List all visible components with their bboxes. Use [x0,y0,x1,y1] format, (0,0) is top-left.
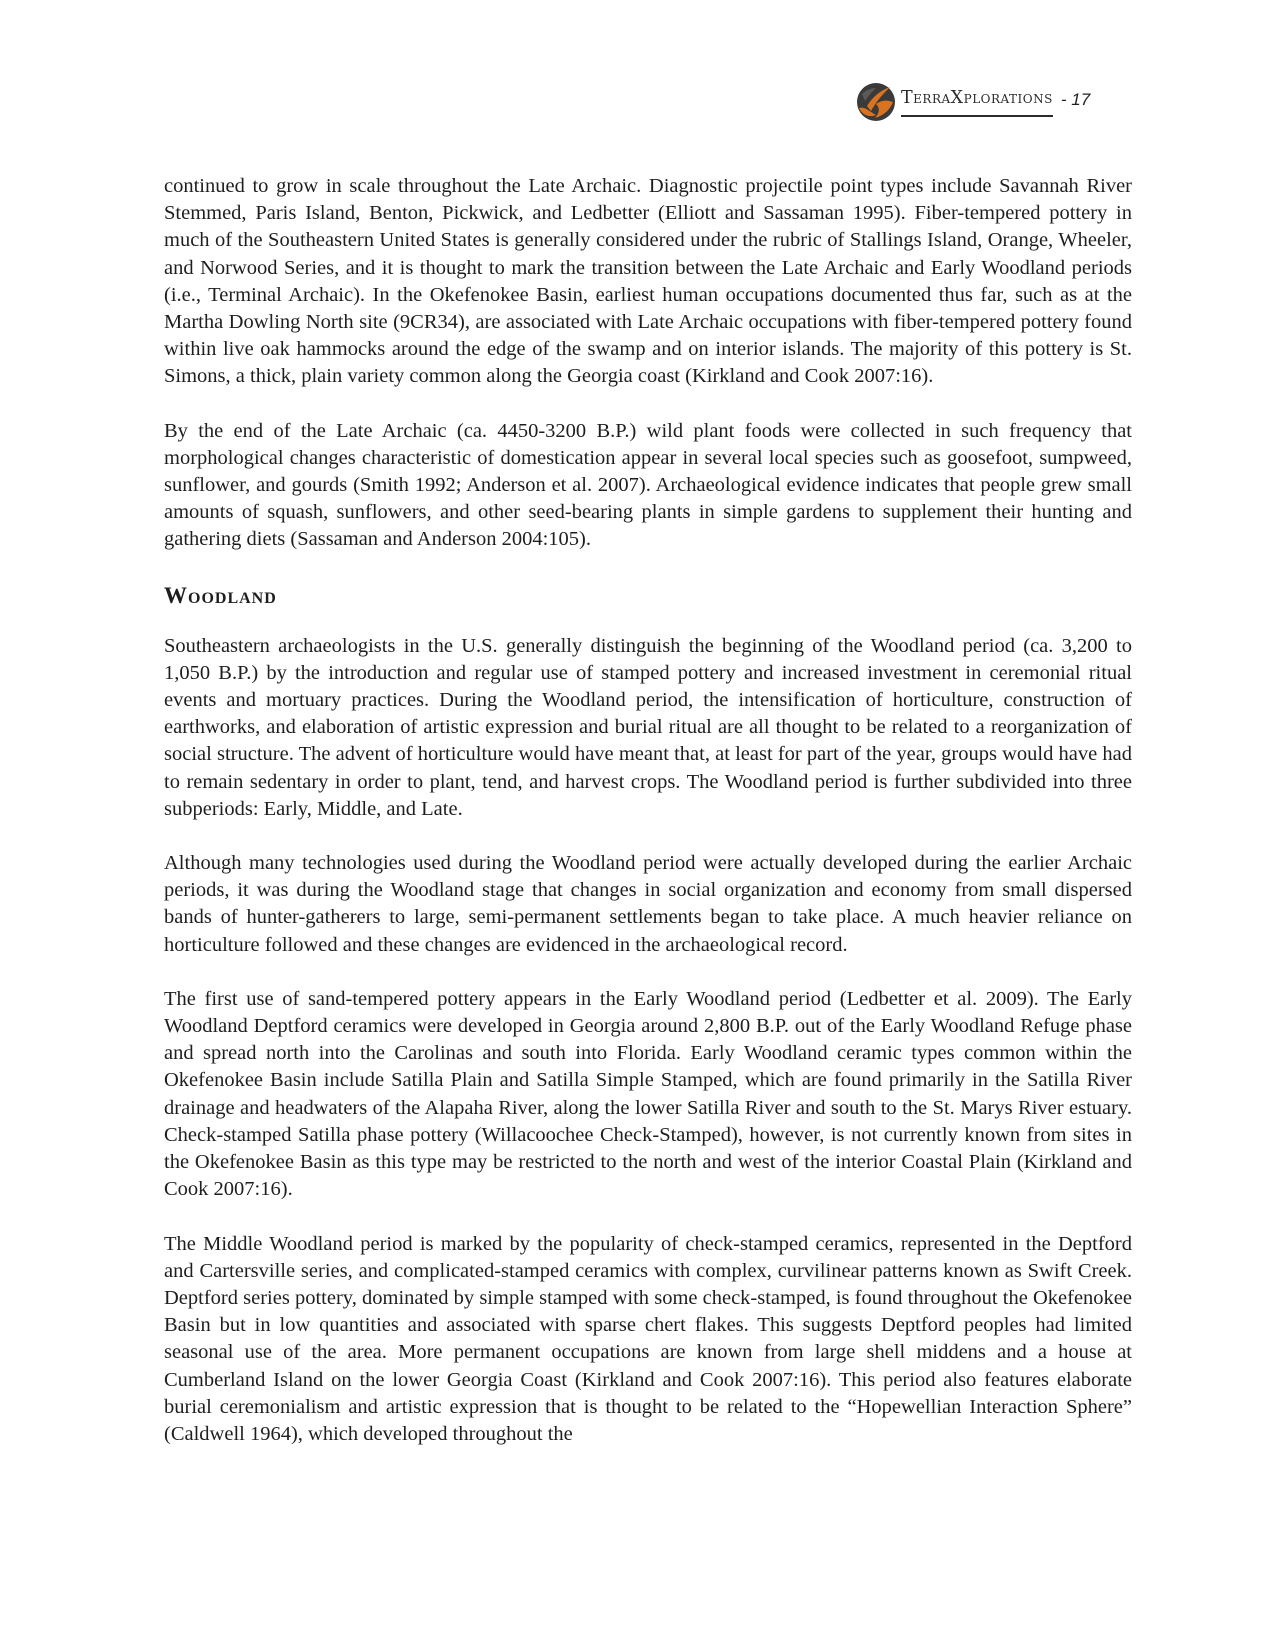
body-text [164,173,1132,1475]
paragraph-early-woodland: The first use of sand-tempered pottery appears in the Early Woodland period (Ledbetter et al. 2009). The Early Woodland Deptford ceramics were developed in Georgia around 2,800 B.P. out of the Early Woodland Refuge phase and spread north into the Carolinas and south into Florida. Early Woodland ceramic types common within the Okefenokee Basin include Satilla Plain and Satilla Simple Stamped, which are found primarily in the Satilla River drainage and headwaters of the Alapaha River, along the lower Satilla River and south to the St. Marys River estuary. Check-stamped Satilla phase pottery (Willacoochee Check-Stamped), however, is not currently known from sites in the Okefenokee Basin as this type may be restricted to the north and west of the interior Coastal Plain (Kirkland and Cook 2007:16). [164,987,1132,1201]
brand-underline [901,115,1053,117]
paragraph-late-archaic: continued to grow in scale throughout the Late Archaic. Diagnostic projectile point types include Savannah River Stemmed, Paris Island, Benton, Pickwick, and Ledbetter (Elliott and Sassaman 1995). Fiber-tempered pottery in much of the Southeastern United States is generally considered under the rubric of Stallings Island, Orange, Wheeler, and Norwood Series, and it is thought to mark the transition between the Late Archaic and Early Woodland periods (i.e., Terminal Archaic). In the Okefenokee Basin, earliest human occupations documented thus far, such as at the Martha Dowling North site (9CR34), are associated with Late Archaic occupations with fiber-tempered pottery found within live oak hammocks around the edge of the swamp and on interior islands. The majority of this pottery is St. Simons, a thick, plain variety common along the Georgia coast (Kirkland and Cook 2007:16). [164,175,1132,388]
paragraph-woodland-technologies: Although many technologies used during the Woodland period were actually developed during the earlier Archaic periods, it was during the Woodland stage that changes in social organization and economy from small dispersed bands of hunter-gatherers to large, semi-permanent settlements began to take place. A much heavier reliance on horticulture followed and these changes are evidenced in the archaeological record. [164,852,1132,956]
section-heading-woodland: Woodland [164,582,277,608]
paragraph-plant-domestication: By the end of the Late Archaic (ca. 4450-3200 B.P.) wild plant foods were collected in such frequency that morphological changes characteristic of domestication appear in several local species such as goosefoot, sumpweed, sunflower, and gourds (Smith 1992; Anderson et al. 2007). Archaeological evidence indicates that people grew small amounts of squash, sunflowers, and other seed-bearing plants in simple gardens to supplement their hunting and gathering diets (Sassaman and Anderson 2004:105). [164,419,1132,551]
page-number: - 17 [1060,90,1091,109]
paragraph-middle-woodland: The Middle Woodland period is marked by the popularity of check-stamped ceramics, represented in the Deptford and Cartersville series, and complicated-stamped ceramics with complex, curvilinear patterns known as Swift Creek. Deptford series pottery, dominated by simple stamped with some check-stamped, is found throughout the Okefenokee Basin but in low quantities and associated with sparse chert flakes. This suggests Deptford peoples had limited seasonal use of the area. More permanent occupations are known from large shell middens and a house at Cumberland Island on the lower Georgia Coast (Kirkland and Cook 2007:16). This period also features elaborate burial ceremonialism and artistic expression that is thought to be related to the “Hopewellian Interaction Sphere” (Caldwell 1964), which developed throughout the [164,1232,1132,1445]
terraxplorations-globe-logo-icon [856,82,896,122]
paragraph-woodland-intro: Southeastern archaeologists in the U.S. generally distinguish the beginning of the Woodland period (ca. 3,200 to 1,050 B.P.) by the introduction and regular use of stamped pottery and increased investment in ceremonial ritual events and mortuary practices. During the Woodland period, the intensification of horticulture, construction of earthworks, and elaboration of artistic expression and burial ritual are all thought to be related to a reorganization of social structure. The advent of horticulture would have meant that, at least for part of the year, groups would have had to remain sedentary in order to plant, tend, and harvest crops. The Woodland period is further subdivided into three subperiods: Early, Middle, and Late. [164,634,1132,820]
page-header [856,80,1090,124]
brand-name: TerraXplorations [901,88,1053,108]
brand-logotype [901,88,1053,108]
